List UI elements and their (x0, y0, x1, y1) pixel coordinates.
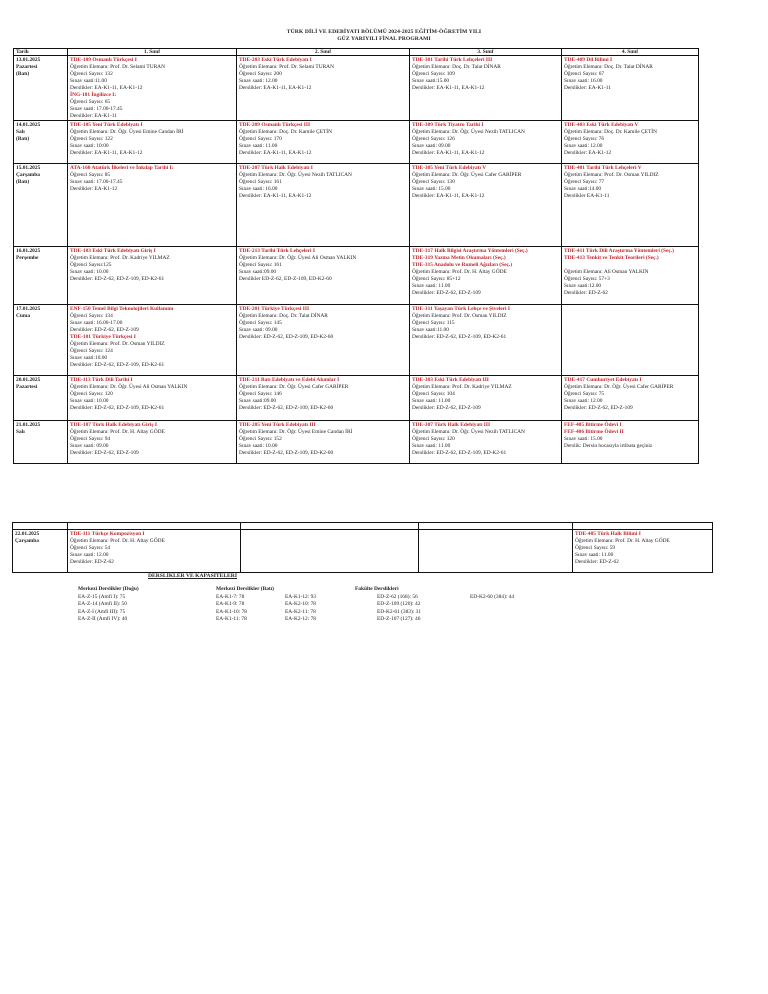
exam-detail: Öğrenci Sayısı: 57+3 (564, 275, 610, 282)
date-cell (14, 164, 68, 247)
course-title: TDE-305 Yeni Türk Edebiyatı V (412, 164, 487, 171)
course-title: İNG-101 İngilizce I: (70, 91, 117, 98)
exam-detail: Öğretim Elemanı: Prof. Dr. Kadriye YILMAZ (412, 383, 512, 390)
exam-detail: Öğretim Elemanı: Dr. Öğr. Üyesi Nezih TATLICAN (239, 171, 352, 178)
exam-detail: Sınav saati: 12.00 (564, 397, 603, 404)
exam-cell (410, 56, 562, 121)
classroom-item: EA-K1-7: 78 (216, 593, 245, 600)
exam-detail: Derslikler: ED-Z-62, ED-Z-109, ED-K2-61 (412, 333, 507, 340)
exam-detail: Sınav saati: 10.00 (70, 397, 109, 404)
course-title: TDE-109 Osmanlı Türkçesi I (70, 56, 137, 63)
exam-cell (410, 121, 562, 164)
exam-cell (237, 421, 410, 464)
table-row (14, 247, 699, 305)
exam-detail: Öğrenci Sayısı: 126 (412, 135, 455, 142)
exam-detail: Derslikler: ED-Z-62, ED-Z-109 (412, 404, 481, 411)
exam-detail: Öğretim Elemanı: Doç. Dr. Talat DİNAR (412, 63, 501, 70)
course-title: TDE-211 Batı Edebiyatı ve Edebî Akımlar I (239, 376, 340, 383)
exam-detail: Sınav saati: 09.00 (239, 326, 278, 333)
exam-detail: Sınav saati: 09.00 (70, 442, 109, 449)
course-title: TDE-113 Türk Dili Tarihi I (70, 376, 133, 383)
table-row (14, 56, 699, 121)
exam-detail: Sınav saati:11.00 (70, 77, 107, 84)
exam-detail: Öğrenci Sayısı: 170 (239, 135, 282, 142)
exam-detail: Sınav saati: 16.00-17.00 (70, 319, 123, 326)
exam-detail: Sınav saati: 10:00 (70, 142, 109, 149)
exam-detail: Öğrenci Sayısı:125 (70, 261, 112, 268)
column-header-class-4: 4. Sınıf (562, 49, 699, 56)
table-row (14, 305, 699, 376)
column-header-class-3 (419, 523, 573, 530)
exam-detail: Derslikler: ED-Z-62 (70, 558, 114, 565)
exam-detail: Derslikler: ED-Z-62, ED-Z-109, ED-K2-61 (70, 361, 165, 368)
exam-detail: Öğretim Elemanı: Doç. Dr. Talat DİNAR (239, 312, 328, 319)
west-heading: Merkezi Derslikler (Batı) (216, 586, 274, 592)
east-classrooms (78, 586, 139, 624)
classroom-item: EA-K1-11: 78 (216, 616, 247, 623)
exam-detail: Derslikler: ED-Z-62 (575, 558, 619, 565)
exam-detail: Öğrenci Sayısı: 75 (564, 390, 605, 397)
course-title: TDE-105 Yeni Türk Edebiyatı I (70, 121, 143, 128)
exam-detail: Sınav saati: 11.00 (575, 551, 614, 558)
exam-cell (562, 421, 699, 464)
exam-date: 16.01.2025 (16, 247, 41, 254)
exam-cell (68, 56, 237, 121)
exam-cell (562, 305, 699, 376)
course-title: FEF-406 Bitirme Ödevi II (564, 428, 624, 435)
course-title: TDE-307 Türk Halk Edebiyatı III (412, 421, 491, 428)
exam-detail: Öğretim Elemanı: Prof. Dr. H. Altay GÖDE (412, 268, 507, 275)
exam-detail: Öğretim Elemanı: Prof. Dr. H. Altay GÖDE (70, 537, 165, 544)
west-classrooms-2 (285, 594, 316, 624)
faculty-classroom-extra: ED-K2-60 (384): 44 (470, 593, 515, 600)
column-header-class-3: 3. Sınıf (410, 49, 562, 56)
exam-detail: Sınav saati: 15.00 (564, 435, 603, 442)
exam-day: (Batı) (16, 70, 30, 77)
course-title: TDE-209 Osmanlı Türkçesi III (239, 121, 311, 128)
exam-detail: Öğretim Elemanı: Dr. Öğr. Üyesi Emine Candan İRİ (70, 128, 184, 135)
exam-detail: Öğrenci Sayısı: 161 (239, 261, 282, 268)
date-cell (14, 376, 68, 421)
exam-detail: Öğrenci Sayısı: 54 (70, 544, 111, 551)
course-title: FEF-405 Bitirme Ödevi I (564, 421, 622, 428)
classroom-item: EA-K1-10: 78 (216, 608, 247, 615)
classroom-item: EA-K2-10: 78 (285, 601, 316, 608)
exam-cell (562, 376, 699, 421)
exam-detail: Öğrenci Sayısı: 115 (412, 319, 455, 326)
exam-detail: Öğrenci Sayısı: 109 (412, 70, 455, 77)
exam-detail: Öğrenci Sayısı: 77 (564, 178, 605, 185)
exam-cell (68, 164, 237, 247)
exam-detail: Öğrenci Sayısı: 65 (70, 98, 111, 105)
classroom-item: ED-Z-107 (127): 46 (377, 616, 421, 623)
exam-detail: Öğrenci Sayısı: 146 (239, 390, 282, 397)
document-title: TÜRK DİLİ VE EDEBİYATI BÖLÜMÜ 2024-2025 EĞİTİM-ÖĞRETİM YILI (286, 29, 482, 35)
exam-detail: Öğretim Elemanı: Prof. Dr. Kadriye YILMAZ (70, 254, 170, 261)
exam-detail: Öğrenci Sayısı: 104 (412, 390, 455, 397)
exam-day: Pazartesi (16, 383, 38, 390)
column-header-class-4 (573, 523, 713, 530)
exam-detail: Öğretim Elemanı: Prof. Dr. Selami TURAN (70, 63, 165, 70)
exam-detail: Öğretim Elemanı: Prof. Dr. H. Altay GÖDE (70, 428, 165, 435)
exam-cell (68, 376, 237, 421)
course-title: TDE-319 Yazma Metin Okumaları (Seç.) (412, 254, 506, 261)
classroom-item: EA-K1-12: 93 (285, 593, 316, 600)
exam-detail: Derslikler: EA-K1-11, EA-K1-12 (412, 192, 485, 199)
classroom-item: EA-K1-9: 78 (216, 601, 245, 608)
column-header-class-2 (241, 523, 419, 530)
exam-detail (564, 262, 696, 269)
exam-day: Çarşamba (15, 537, 39, 544)
exam-cell (237, 164, 410, 247)
exam-cell (68, 247, 237, 305)
exam-cell (419, 530, 573, 573)
faculty-heading: Fakülte Derslikleri (355, 586, 399, 592)
exam-detail: Öğrenci Sayısı: 85+12 (412, 275, 461, 282)
date-cell (14, 56, 68, 121)
exam-detail: Öğrenci Sayısı: 67 (564, 70, 605, 77)
exam-detail: Öğrenci Sayısı: 59 (575, 544, 616, 551)
exam-date: 17.01.2025 (16, 305, 41, 312)
exam-date: 20.01.2025 (16, 376, 41, 383)
course-title: TDE-403 Eski Türk Edebiyatı V (564, 121, 639, 128)
classroom-item: ED-Z-62 (168): 56 (377, 593, 418, 600)
exam-detail: Sınav saati: 09.00 (412, 142, 451, 149)
course-title: TDE-411 Türk Dili Araştırma Yöntemleri (Seç.) (564, 247, 674, 254)
course-title: TDE-207 Türk Halk Edebiyatı I (239, 164, 313, 171)
course-title: TDE-413 Tenkit ve Tenkit Teorileri (Seç.) (564, 254, 659, 261)
exam-cell (237, 121, 410, 164)
course-title: TDE-301 Tarihi Türk Lehçeleri III (412, 56, 493, 63)
exam-detail: Öğrenci Sayısı: 161 (239, 178, 282, 185)
exam-detail: Derslikler: ED-Z-62, ED-Z-109, ED-K2-61 (70, 275, 165, 282)
course-title: TDE-203 Eski Türk Edebiyatı I (239, 56, 312, 63)
exam-cell (410, 305, 562, 376)
exam-detail: Öğrenci Sayısı: 122 (70, 135, 113, 142)
exam-detail: Öğrenci Sayısı: 120 (70, 390, 113, 397)
exam-detail: Derslikler: EA-K1-11, EA-K1-12 (239, 149, 312, 156)
course-title: TDE-309 Türk Tiyatro Tarihi I (412, 121, 484, 128)
exam-detail: Öğrenci Sayısı: 145 (239, 319, 282, 326)
exam-detail: Derslikler: ED-Z-62, ED-Z-109 (70, 449, 139, 456)
exam-detail: Sınav saati: 16.00 (564, 77, 603, 84)
header-row (14, 49, 699, 56)
exam-detail: Öğretim Elemanı: Doç. Dr. Talat DİNAR (564, 63, 653, 70)
exam-detail: Derslikler: EA-K1-11 (564, 84, 611, 91)
exam-date: 22.01.2025 (15, 530, 40, 537)
exam-detail: Öğretim Elemanı: Prof. Dr. Osman YILDIZ (564, 171, 659, 178)
exam-detail: Derslikler: EA-K1-12 (70, 185, 118, 192)
exam-detail: Sınav saati: 11.00 (412, 397, 451, 404)
header-row (13, 523, 713, 530)
exam-detail: Derslikler EA-K1-11 (564, 192, 610, 199)
date-cell (13, 530, 68, 573)
exam-detail: Sınav saati:15.00 (412, 77, 450, 84)
exam-detail: Derslikler: EA-K1-11, EA-K1-12 (239, 84, 312, 91)
exam-detail: Derslikler: ED-Z-62, ED-Z-109, ED-K2-60 (239, 333, 334, 340)
table-row (14, 164, 699, 247)
exam-day: (Batı) (16, 178, 30, 185)
course-title: TDE-303 Eski Türk Edebiyatı III (412, 376, 489, 383)
exam-detail: Derslikler: ED-Z-62, ED-Z-109, ED-K2-60 (239, 449, 334, 456)
course-title: TDE-417 Cumhuriyet Edebiyatı I (564, 376, 642, 383)
exam-day: (Batı) (16, 135, 30, 142)
exam-detail: Öğretim Elemanı: Dr. Öğr. Üyesi Cafer GARİPER (239, 383, 349, 390)
date-cell (14, 421, 68, 464)
classroom-item: EA-Z-14 (Amfi II): 50 (78, 601, 127, 608)
column-header-class-1 (68, 523, 241, 530)
exam-detail: Öğrenci Sayısı: 134 (70, 312, 113, 319)
exam-detail: Sınav saati: 10.00 (239, 442, 278, 449)
exam-detail: Derslikler: ED-Z-62, ED-Z-109 (412, 289, 481, 296)
column-header-date: Tarih (14, 49, 68, 56)
exam-detail: Sınav saati:09.00 (239, 397, 277, 404)
exam-detail: Derslikler ED-Z-62, ED-Z-109, ED-K2-60 (239, 275, 332, 282)
classroom-item: ED-K2-61 (383): 31 (377, 608, 422, 615)
exam-cell (237, 305, 410, 376)
exam-date: 21.01.2025 (16, 421, 41, 428)
exam-detail: Öğrenci Sayısı: 85 (70, 171, 111, 178)
exam-cell (237, 247, 410, 305)
exam-detail: Öğretim Elemanı: Dr. Öğr. Üyesi Emine Candan İRİ (239, 428, 353, 435)
column-header-class-1: 1. Sınıf (68, 49, 237, 56)
exam-cell (562, 247, 699, 305)
classroom-item: ED-Z-109 (120): 42 (377, 601, 421, 608)
exam-detail: Sınav saati: 11.00 (412, 282, 451, 289)
table-row (14, 421, 699, 464)
exam-detail: Öğretim Elemanı: Prof. Dr. Osman YILDIZ (70, 340, 165, 347)
course-title: TDE-205 Yeni Türk Edebiyatı III (239, 421, 316, 428)
course-title: TDE-111 Türkçe Kompozisyon I (70, 530, 145, 537)
exam-detail: Öğretim Elemanı: Prof. Dr. Selami TURAN (239, 63, 334, 70)
exam-detail: Öğretim Elemanı: Dr. Öğr. Üyesi Nezih TATLICAN (412, 428, 525, 435)
exam-cell (237, 56, 410, 121)
course-title: TDE-317 Halk Bilgisi Araştırma Yöntemleri (Seç.) (412, 247, 528, 254)
exam-detail: Sınav saati: 10.00 (70, 268, 109, 275)
exam-detail: Öğretim Elemanı: Dr. Öğr. Üyesi Cafer GARİPER (564, 383, 674, 390)
exam-detail: Öğretim Elemanı: Prof. Dr. H. Altay GÖDE (575, 537, 670, 544)
exam-detail: Sınav saati:11.00 (412, 326, 449, 333)
course-title: TDE-315 Anadolu ve Rumeli Ağızları (Seç.) (412, 261, 513, 268)
exam-detail: Derslikler: ED-Z-62, ED-Z-109, ED-K2-60 (239, 404, 334, 411)
exam-cell (562, 164, 699, 247)
course-title: TDE-213 Tarihi Türk Lehçeleri I (239, 247, 315, 254)
exam-day: Pazartesi (16, 63, 38, 70)
exam-day: Salı (16, 128, 25, 135)
exam-detail: Öğrenci Sayısı: 120 (412, 435, 455, 442)
exam-detail: Sınav saati:09.00 (239, 268, 277, 275)
exam-cell (410, 164, 562, 247)
exam-detail: Öğretim Elemanı: Doç. Dr. Kamile ÇETİN (239, 128, 332, 135)
exam-cell (68, 121, 237, 164)
course-title: ENF-150 Temel Bilgi Teknolojileri Kullanımı (70, 305, 174, 312)
exam-detail: Öğrenci Sayısı: 200 (239, 70, 282, 77)
table-row (14, 121, 699, 164)
exam-day: Çarşamba (16, 171, 40, 178)
exam-day: Perşembe (16, 254, 39, 261)
exam-detail: Öğretim Elemanı: Dr. Öğr. Üyesi Cafer GARİPER (412, 171, 522, 178)
classroom-item: EA-K2-12: 78 (285, 616, 316, 623)
exam-detail: Sınav saati:10.00 (70, 354, 108, 361)
exam-detail: Sınav saati: 17.00-17.45 (70, 105, 123, 112)
column-header-class-2: 2. Sınıf (237, 49, 410, 56)
exam-detail: Öğrenci Sayısı: 76 (564, 135, 605, 142)
exam-cell (410, 247, 562, 305)
exam-cell (68, 421, 237, 464)
exam-detail: Sınav saati: 12.00 (564, 142, 603, 149)
exam-cell (410, 376, 562, 421)
exam-detail: Öğretim Elemanı: Ali Osman YALKIN (564, 268, 649, 275)
exam-day: Salı (16, 428, 25, 435)
date-cell (14, 247, 68, 305)
exam-detail: Öğretim Elemanı: Dr. Öğr. Üyesi Ali Osman YALKIN (70, 383, 188, 390)
exam-detail: Derslikler: EA-K1-11, EA-K1-12 (70, 84, 143, 91)
exam-date: 14.01.2025 (16, 121, 41, 128)
exam-detail: Öğretim Elemanı: Dr. Öğr. Üyesi Nezih TATLICAN (412, 128, 525, 135)
classroom-item: EA-Z-II (Amfi IV): 40 (78, 616, 128, 623)
course-title: TDE-311 Yaşayan Türk Lehçe ve Şiveleri I (412, 305, 510, 312)
exam-detail: Derslikler: ED-Z-62, ED-Z-109, ED-K2-61 (70, 404, 165, 411)
exam-detail: Derslikler: ED-Z-62, ED-Z-109 (70, 326, 139, 333)
classroom-item: EA-K2-11: 78 (285, 608, 316, 615)
classrooms-title: DERSLİKLER VE KAPASİTELERİ (148, 573, 238, 579)
exam-detail: Öğretim Elemanı: Dr. Öğr. Üyesi Ali Osman YALKIN (239, 254, 357, 261)
exam-detail: Öğrenci Sayısı: 124 (70, 347, 113, 354)
exam-detail: Sınav saati:14.00 (564, 185, 602, 192)
exam-day: Cuma (16, 312, 31, 319)
exam-detail: Derslikler: ED-Z-62, ED-Z-109, ED-K2-61 (412, 449, 507, 456)
exam-detail: Öğretim Elemanı: Doç. Dr. Kamile ÇETİN (564, 128, 657, 135)
exam-detail: Sınav saati: 11.00 (412, 442, 451, 449)
exam-date: 15.01.2025 (16, 164, 41, 171)
exam-schedule-table (13, 48, 699, 464)
east-heading: Merkezi Derslikler (Doğu) (78, 586, 139, 592)
exam-detail: Sınav saati: 12.00 (70, 551, 109, 558)
exam-detail: Sınav saati: 17.00-17.45 (70, 178, 123, 185)
date-cell (14, 121, 68, 164)
exam-cell (68, 530, 241, 573)
exam-cell (68, 305, 237, 376)
course-title: TDE-101 Türkiye Türkçesi I (70, 333, 136, 340)
course-title: TDE-409 Dil Bilimi I (564, 56, 613, 63)
exam-date: 13.01.2025 (16, 56, 41, 63)
exam-detail: Öğretim Elemanı: Prof. Dr. Osman YILDIZ (412, 312, 507, 319)
exam-detail: Öğrenci Sayısı: 130 (412, 178, 455, 185)
exam-detail: Derslikler: ED-Z-62, ED-Z-109 (564, 404, 633, 411)
classroom-item: EA-Z-15 (Amfi I): 75 (78, 593, 126, 600)
course-title: TDE-405 Türk Halk Bilimi I (575, 530, 641, 537)
exam-detail: Sınav saati: 15.00 (412, 185, 451, 192)
exam-detail: Derslikler: EA-K1-11, EA-K1-12 (412, 84, 485, 91)
exam-detail: Sınav saati:12.00 (564, 282, 602, 289)
exam-detail: Öğrenci Sayısı: 132 (70, 70, 113, 77)
table-row (13, 530, 713, 573)
exam-detail: Sınav saati: 16.00 (239, 185, 278, 192)
classroom-item: EA-Z-I (Amfi III): 75 (78, 608, 126, 615)
course-title: ATA-160 Atatürk İlkeleri ve İnkılap Tarihi I: (70, 164, 174, 171)
exam-cell (237, 376, 410, 421)
exam-detail: Derslik: Dersin hocasıyla irtibata geçiniz (564, 442, 653, 449)
exam-cell (562, 121, 699, 164)
exam-detail: Öğrenci Sayısı: 94 (70, 435, 111, 442)
course-title: TDE-107 Türk Halk Edebiyatı Giriş I (70, 421, 157, 428)
exam-cell (562, 56, 699, 121)
course-title: TDE-201 Türkiye Türkçesi III (239, 305, 310, 312)
faculty-classrooms (355, 586, 421, 624)
exam-detail: Derslikler: EA-K1-11, EA-K1-12 (239, 192, 312, 199)
exam-detail: Derslikler: EA-K1-12 (564, 149, 612, 156)
exam-detail: Derslikler: EA-K1-11, EA-K1-12 (412, 149, 485, 156)
exam-detail: Derslikler: EA-K1-11 (70, 112, 117, 119)
exam-detail: Sınav saati: 11.00 (239, 142, 278, 149)
exam-detail: Derslikler: ED-Z-62 (564, 289, 608, 296)
course-title: TDE-103 Eski Türk Edebiyatı Giriş I (70, 247, 156, 254)
exam-cell (241, 530, 419, 573)
column-header-date (13, 523, 68, 530)
exam-cell (410, 421, 562, 464)
document-subtitle: GÜZ YARIYILI FİNAL PROGRAMI (337, 36, 431, 42)
exam-cell (573, 530, 713, 573)
table-row (14, 376, 699, 421)
west-classrooms (216, 586, 274, 624)
exam-detail: Derslikler: EA-K1-11, EA-K1-12 (70, 149, 143, 156)
date-cell (14, 305, 68, 376)
exam-detail: Sınav saati: 12.00 (239, 77, 278, 84)
exam-detail: Öğrenci Sayısı: 152 (239, 435, 282, 442)
course-title: TDE-401 Tarihi Türk Lehçeleri V (564, 164, 642, 171)
exam-schedule-table-continued (12, 522, 713, 573)
